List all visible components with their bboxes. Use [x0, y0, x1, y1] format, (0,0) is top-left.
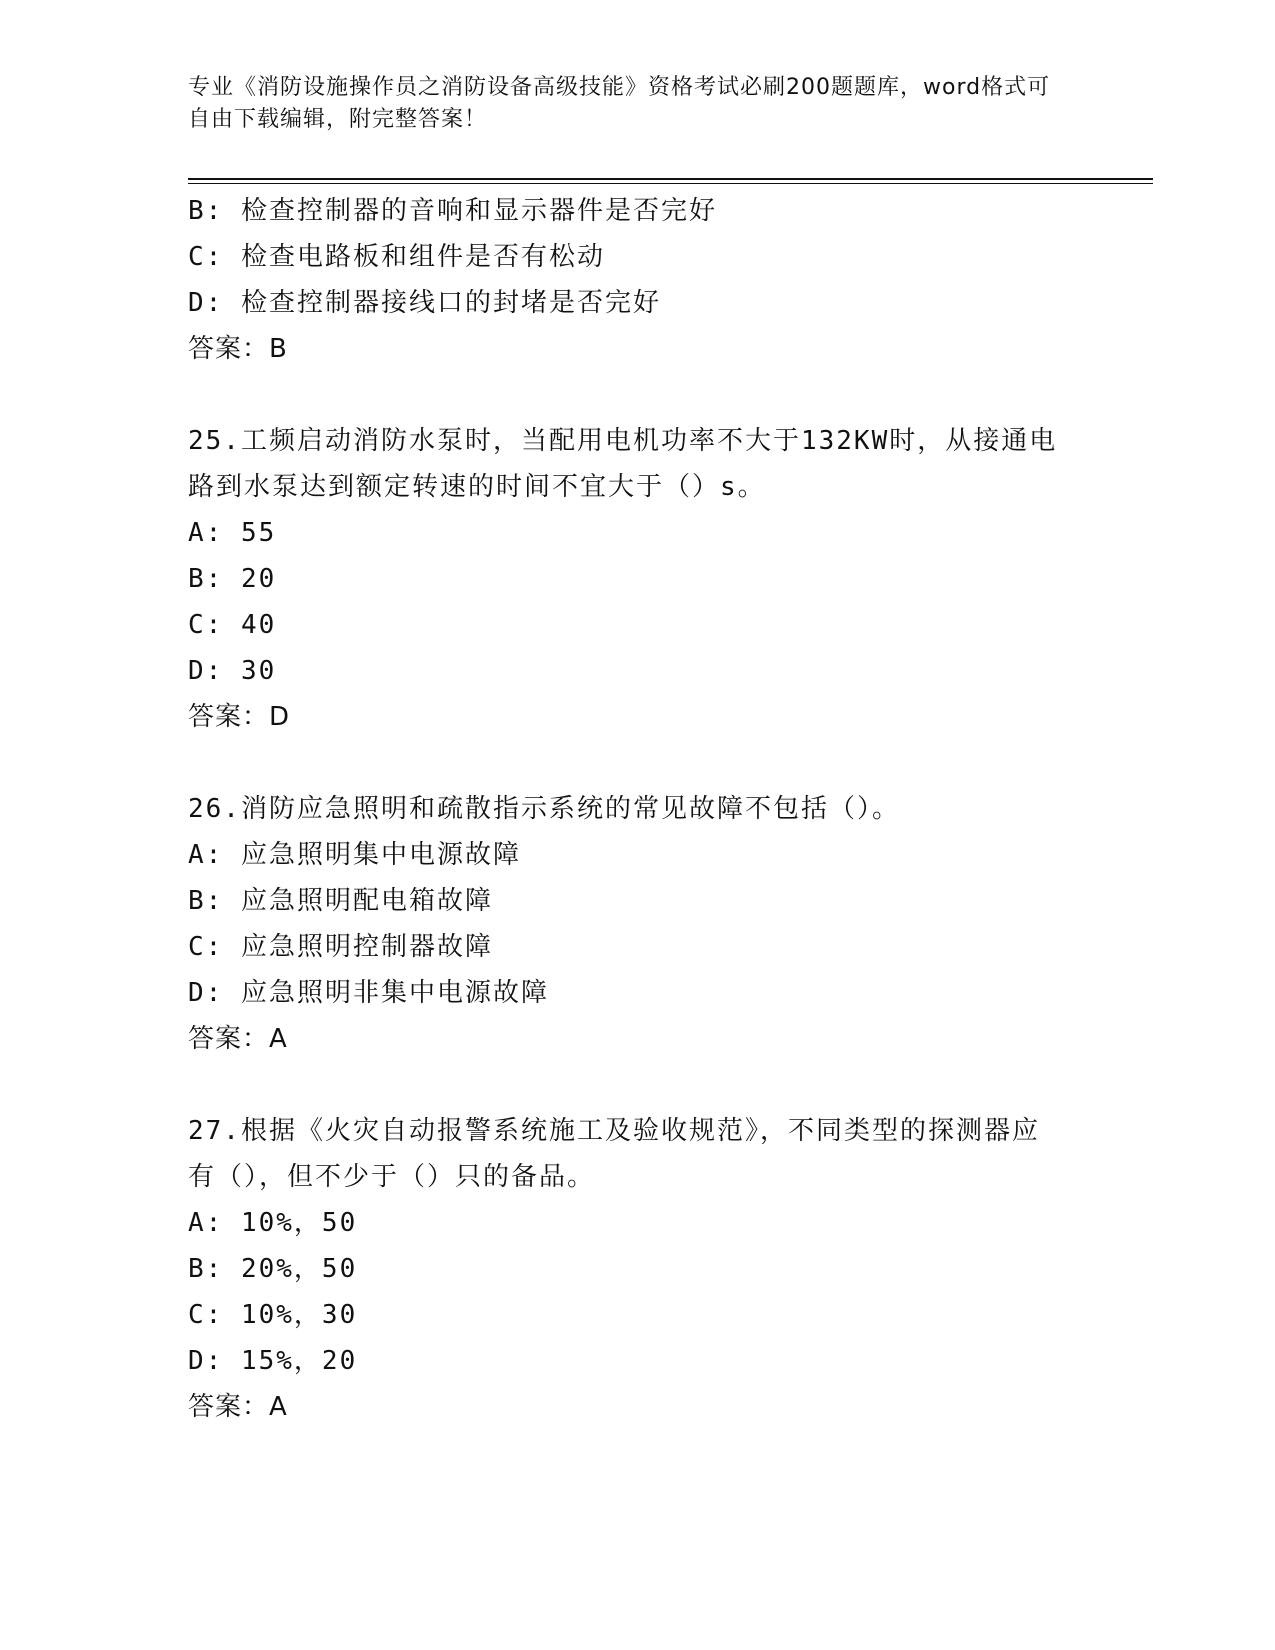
- question-prev: [188, 188, 1088, 372]
- option-b: B: 检查控制器的音响和显示器件是否完好: [188, 196, 717, 226]
- option-c: C: 10%，30: [188, 1300, 358, 1330]
- header-divider-thick: [188, 178, 1153, 180]
- answer: 答案：A: [188, 1024, 288, 1054]
- option-a: A: 55: [188, 518, 277, 548]
- question-stem-line: 有（），但不少于（）只的备品。: [188, 1162, 596, 1192]
- option-a: A: 应急照明集中电源故障: [188, 840, 521, 870]
- option-d: D: 30: [188, 656, 277, 686]
- question-stem-line: 25.工频启动消防水泵时，当配用电机功率不大于132KW时，从接通电: [188, 426, 1058, 456]
- answer: 答案：D: [188, 702, 291, 732]
- option-a: A: 10%，50: [188, 1208, 358, 1238]
- question-stem-line: 27.根据《火灾自动报警系统施工及验收规范》，不同类型的探测器应: [188, 1116, 1040, 1146]
- question-stem-line: 路到水泵达到额定转速的时间不宜大于（）s。: [188, 472, 766, 502]
- option-c: C: 40: [188, 610, 277, 640]
- option-b: B: 应急照明配电箱故障: [188, 886, 493, 916]
- option-c: C: 检查电路板和组件是否有松动: [188, 242, 605, 272]
- question-27: [188, 1108, 1088, 1430]
- option-b: B: 20: [188, 564, 277, 594]
- option-d: D: 15%，20: [188, 1346, 358, 1376]
- option-b: B: 20%，50: [188, 1254, 358, 1284]
- question-stem-line: 26.消防应急照明和疏散指示系统的常见故障不包括（）。: [188, 794, 900, 824]
- option-d: D: 检查控制器接线口的封堵是否完好: [188, 288, 661, 318]
- question-26: [188, 786, 1088, 1062]
- option-d: D: 应急照明非集中电源故障: [188, 978, 549, 1008]
- answer: 答案：A: [188, 1392, 288, 1422]
- question-25: [188, 418, 1088, 740]
- option-c: C: 应急照明控制器故障: [188, 932, 493, 962]
- question-list: [188, 188, 1088, 1430]
- header-divider-thin: [188, 183, 1153, 184]
- document-header: 专业《消防设施操作员之消防设备高级技能》资格考试必刷200题题库，word格式可自由下载编辑，附完整答案！: [188, 75, 1051, 132]
- answer: 答案：B: [188, 334, 288, 364]
